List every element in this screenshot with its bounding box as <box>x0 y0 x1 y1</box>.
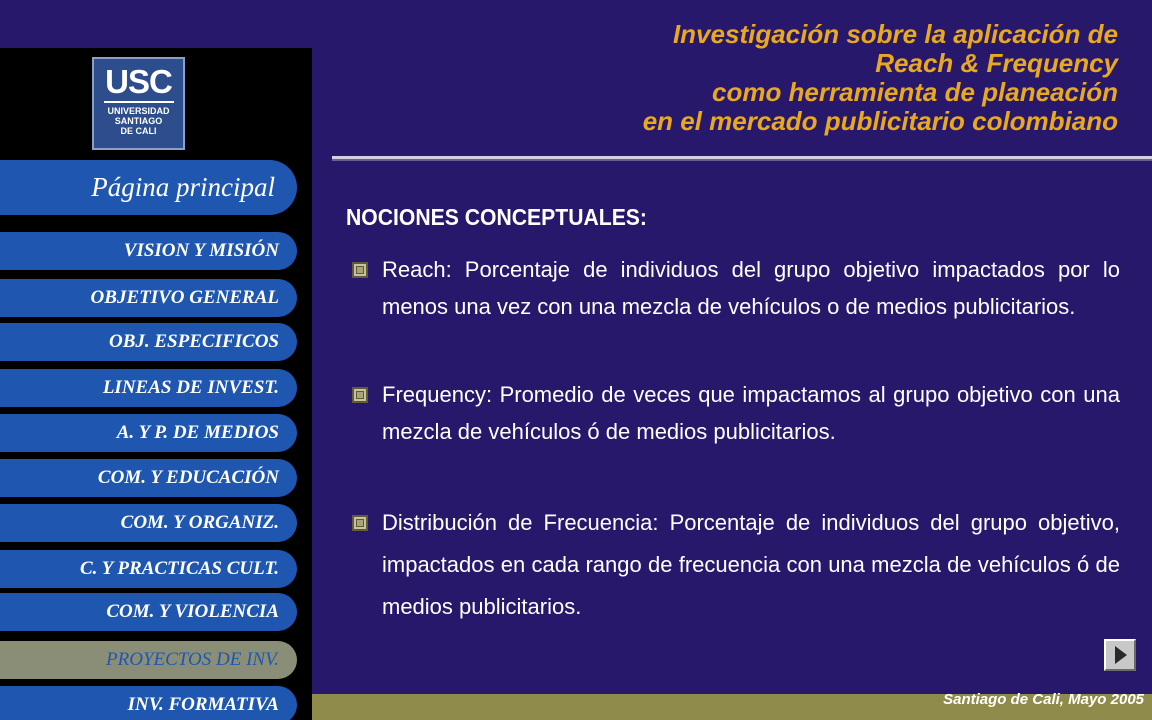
logo-abbr: USC <box>105 63 172 100</box>
bullet-text: Reach: Porcentaje de individuos del grupo objetivo impactados por lo menos una vez con una mezcla de vehículos o de medios publicitarios. <box>382 257 1120 319</box>
slide-title <box>338 20 1118 136</box>
nav-item-inv-formativa[interactable]: INV. FORMATIVA <box>0 686 297 720</box>
nav-item-com-violencia[interactable]: COM. Y VIOLENCIA <box>0 593 297 631</box>
logo-divider <box>104 101 174 103</box>
square-bullet-icon <box>352 262 368 278</box>
logo-line-1: UNIVERSIDAD <box>107 106 170 116</box>
bullet-text: Distribución de Frecuencia: Porcentaje de individuos del grupo objetivo, impactados en cada rango de frecuencia con una mezcla de vehículos ó de medios publicitarios. <box>382 510 1120 619</box>
bullet-distribucion <box>346 502 1120 628</box>
nav-item-com-educacion[interactable]: COM. Y EDUCACIÓN <box>0 459 297 497</box>
nav-item-proyectos-inv[interactable]: PROYECTOS DE INV. <box>0 641 297 679</box>
nav-item-vision-mision[interactable]: VISION Y MISIÓN <box>0 232 297 270</box>
nav-item-analisis-medios[interactable]: A. Y P. DE MEDIOS <box>0 414 297 452</box>
next-slide-button[interactable] <box>1104 639 1136 671</box>
title-line-1: Investigación sobre la aplicación de <box>672 19 1118 49</box>
title-line-4: en el mercado publicitario colombiano <box>642 106 1118 136</box>
title-line-3: como herramienta de planeación <box>711 77 1118 107</box>
title-divider <box>332 156 1152 159</box>
title-line-2: Reach & Frequency <box>875 48 1118 78</box>
nav-home-link[interactable]: Página principal <box>0 160 297 215</box>
usc-logo <box>92 57 185 150</box>
nav-item-com-organiz[interactable]: COM. Y ORGANIZ. <box>0 504 297 542</box>
square-bullet-icon <box>352 515 368 531</box>
logo-line-2: SANTIAGO <box>114 116 163 126</box>
square-bullet-icon <box>352 387 368 403</box>
section-heading: NOCIONES CONCEPTUALES: <box>346 204 647 230</box>
bullet-text: Frequency: Promedio de veces que impactamos al grupo objetivo con una mezcla de vehículos ó de medios publicitarios. <box>382 382 1120 444</box>
nav-item-obj-especificos[interactable]: OBJ. ESPECIFICOS <box>0 323 297 361</box>
nav-item-lineas-invest[interactable]: LINEAS DE INVEST. <box>0 369 297 407</box>
bullet-reach <box>346 251 1120 325</box>
nav-item-objetivo-general[interactable]: OBJETIVO GENERAL <box>0 279 297 317</box>
footer-date: Santiago de Cali, Mayo 2005 <box>943 691 1144 708</box>
play-arrow-icon <box>1115 646 1127 664</box>
nav-item-practicas-cult[interactable]: C. Y PRACTICAS CULT. <box>0 550 297 588</box>
bullet-frequency <box>346 376 1120 450</box>
logo-line-3: DE CALI <box>120 126 157 136</box>
